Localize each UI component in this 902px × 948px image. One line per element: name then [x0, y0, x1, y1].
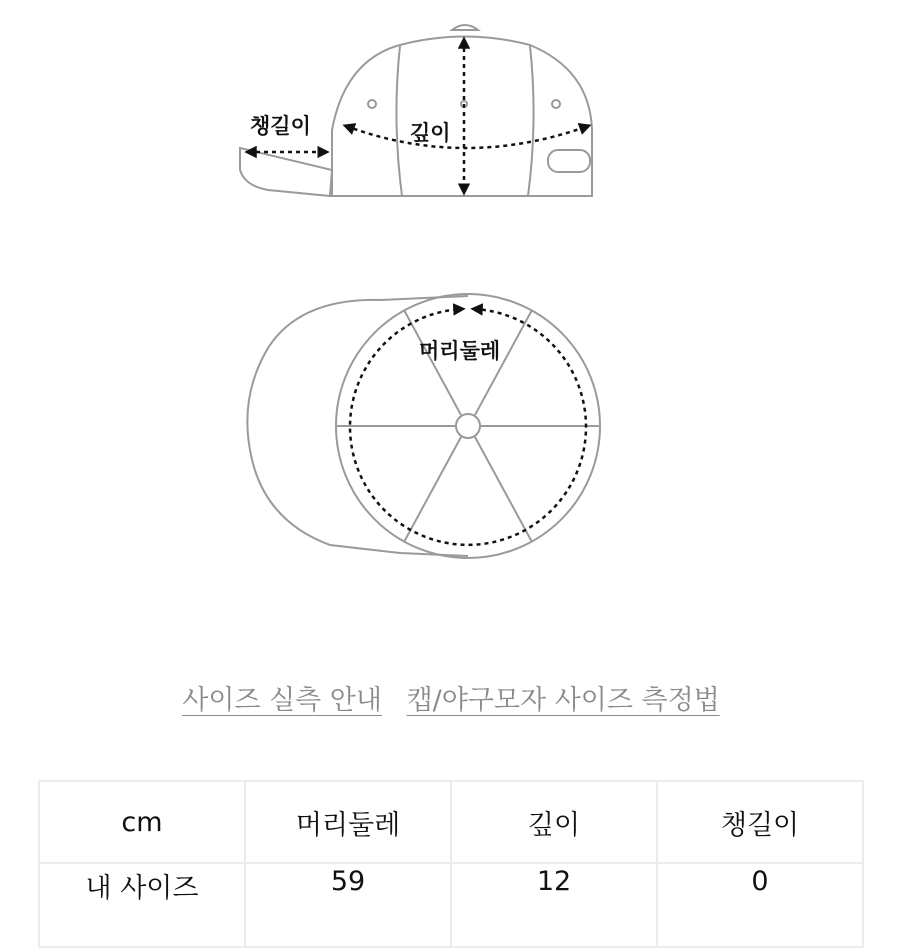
cap-measure-guide-link[interactable]: 캡/야구모자 사이즈 측정법 [406, 685, 720, 716]
cap-strap-opening [548, 150, 590, 172]
header-depth: 깊이 [451, 781, 657, 863]
panel-seam [475, 437, 532, 542]
size-guide-link[interactable]: 사이즈 실측 안내 [182, 685, 382, 716]
label-head-circumference: 머리둘레 [419, 339, 501, 363]
cap-button [452, 25, 478, 30]
cell-depth: 12 [451, 863, 657, 947]
depth-curve-arrow [346, 126, 588, 148]
cell-head-circumference: 59 [245, 863, 451, 947]
cap-bottom-view [247, 294, 600, 558]
cap-crown [332, 37, 592, 197]
header-unit: cm [39, 781, 245, 863]
cap-seam-left [396, 46, 402, 196]
label-brim-length: 챙길이 [250, 114, 311, 138]
header-head-circumference: 머리둘레 [245, 781, 451, 863]
cap-side-view [240, 25, 592, 196]
label-depth: 깊이 [410, 121, 451, 145]
row-label: 내 사이즈 [39, 863, 245, 947]
cap-eyelet [552, 100, 560, 108]
info-links [0, 678, 902, 717]
panel-seam [404, 437, 461, 542]
cap-seam-right [528, 46, 534, 196]
cap-eyelet [368, 100, 376, 108]
cap-center-button [456, 414, 480, 438]
size-table [38, 780, 864, 948]
cell-brim-length: 0 [657, 863, 863, 947]
table-header-row [39, 781, 863, 863]
cap-brim [240, 148, 332, 196]
header-brim-length: 챙길이 [657, 781, 863, 863]
table-row [39, 863, 863, 947]
